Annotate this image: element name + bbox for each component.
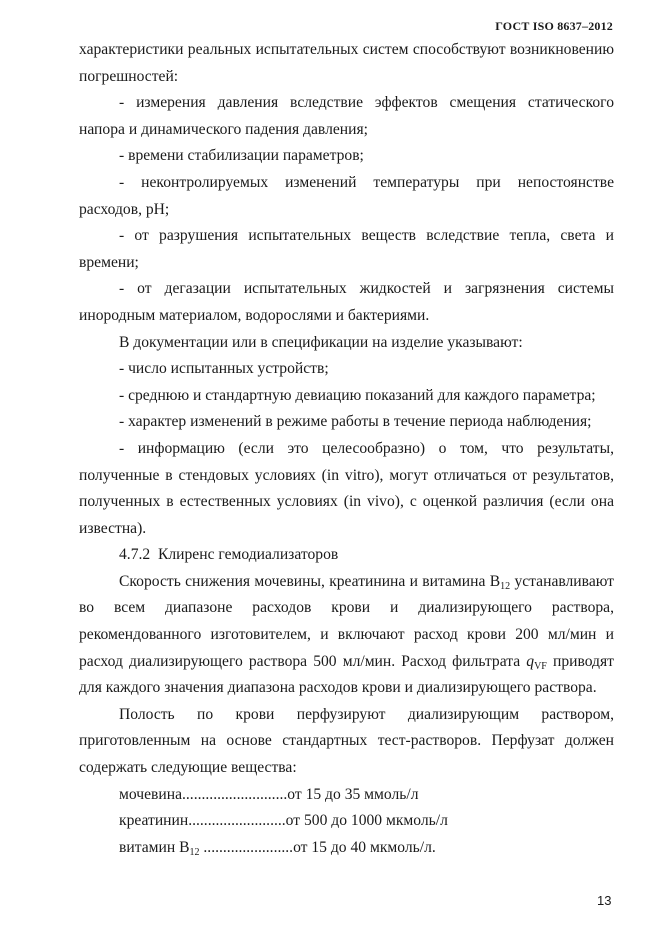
- text-run: устанавливают во всем диапазоне расходов крови и диализирующего раствора, рекомендованного изготовителем, и включают расход крови 200 мл/мин и расход диализирующего раствора 500 мл/мин. Расход фильтрата: [79, 572, 614, 670]
- paragraph: [79, 569, 614, 702]
- subscript: 12: [189, 846, 200, 858]
- leader-dots: .......................: [199, 838, 294, 856]
- substance-range: от 15 до 35 ммоль/л: [287, 785, 419, 803]
- text-run: приводят для каждого значения диапазона расходов крови и диализирующего раствора.: [79, 652, 614, 697]
- list-item: - измерения давления вследствие эффектов смещения статического напора и динамического падения давления;: [79, 94, 614, 138]
- substance-list: [79, 782, 614, 862]
- list-item: - число испытанных устройств;: [119, 360, 329, 378]
- paragraph: характеристики реальных испытательных систем способствуют возникновению погрешностей:: [79, 41, 614, 85]
- subscript: 12: [500, 580, 511, 592]
- paragraph: Полость по крови перфузируют диализирующим раствором, приготовленным на основе стандартных тест-растворов. Перфузат должен содержать следующие вещества:: [79, 705, 614, 777]
- paragraph: В документации или в спецификации на изделие указывают:: [119, 333, 523, 351]
- list-item: - от разрушения испытательных веществ вследствие тепла, света и времени;: [79, 227, 614, 271]
- leader-dots: ...........................: [182, 785, 288, 803]
- substance-name: мочевина: [119, 785, 182, 803]
- subscript: VF: [534, 660, 547, 672]
- list-item: - неконтролируемых изменений температуры при непостоянстве расходов, рН;: [79, 173, 614, 218]
- text-run: Скорость снижения мочевины, креатинина и витамина B: [119, 572, 501, 590]
- substance-row: [119, 782, 614, 809]
- page-body: [79, 37, 614, 861]
- substance-range: от 500 до 1000 мкмоль/л: [285, 812, 448, 830]
- list-item: - времени стабилизации параметров;: [119, 147, 364, 165]
- list-item: - среднюю и стандартную девиацию показаний для каждого параметра;: [119, 386, 596, 404]
- document-header: ГОСТ ISO 8637–2012: [495, 19, 613, 33]
- section-heading: 4.7.2 Клиренс гемодиализаторов: [119, 546, 339, 564]
- leader-dots: .........................: [188, 812, 286, 830]
- substance-name: креатинин: [119, 812, 189, 830]
- substance-row: [119, 808, 614, 835]
- list-item: - от дегазации испытательных жидкостей и загрязнения системы инородным материалом, водорослями и бактериями.: [79, 280, 614, 324]
- list-item: - информацию (если это целесообразно) о том, что результаты, полученные в стендовых условиях (in vitro), могут отличаться от результатов, полученных в естественных условиях (in vivo), с оценкой различия (если она известна).: [79, 439, 614, 537]
- substance-range: от 15 до 40 мкмоль/л.: [293, 838, 436, 856]
- list-item: - характер изменений в режиме работы в течение периода наблюдения;: [119, 413, 592, 431]
- substance-name: витамин B: [119, 838, 190, 856]
- variable: q: [526, 652, 535, 670]
- substance-row: [119, 835, 614, 862]
- page-number: 13: [597, 893, 612, 908]
